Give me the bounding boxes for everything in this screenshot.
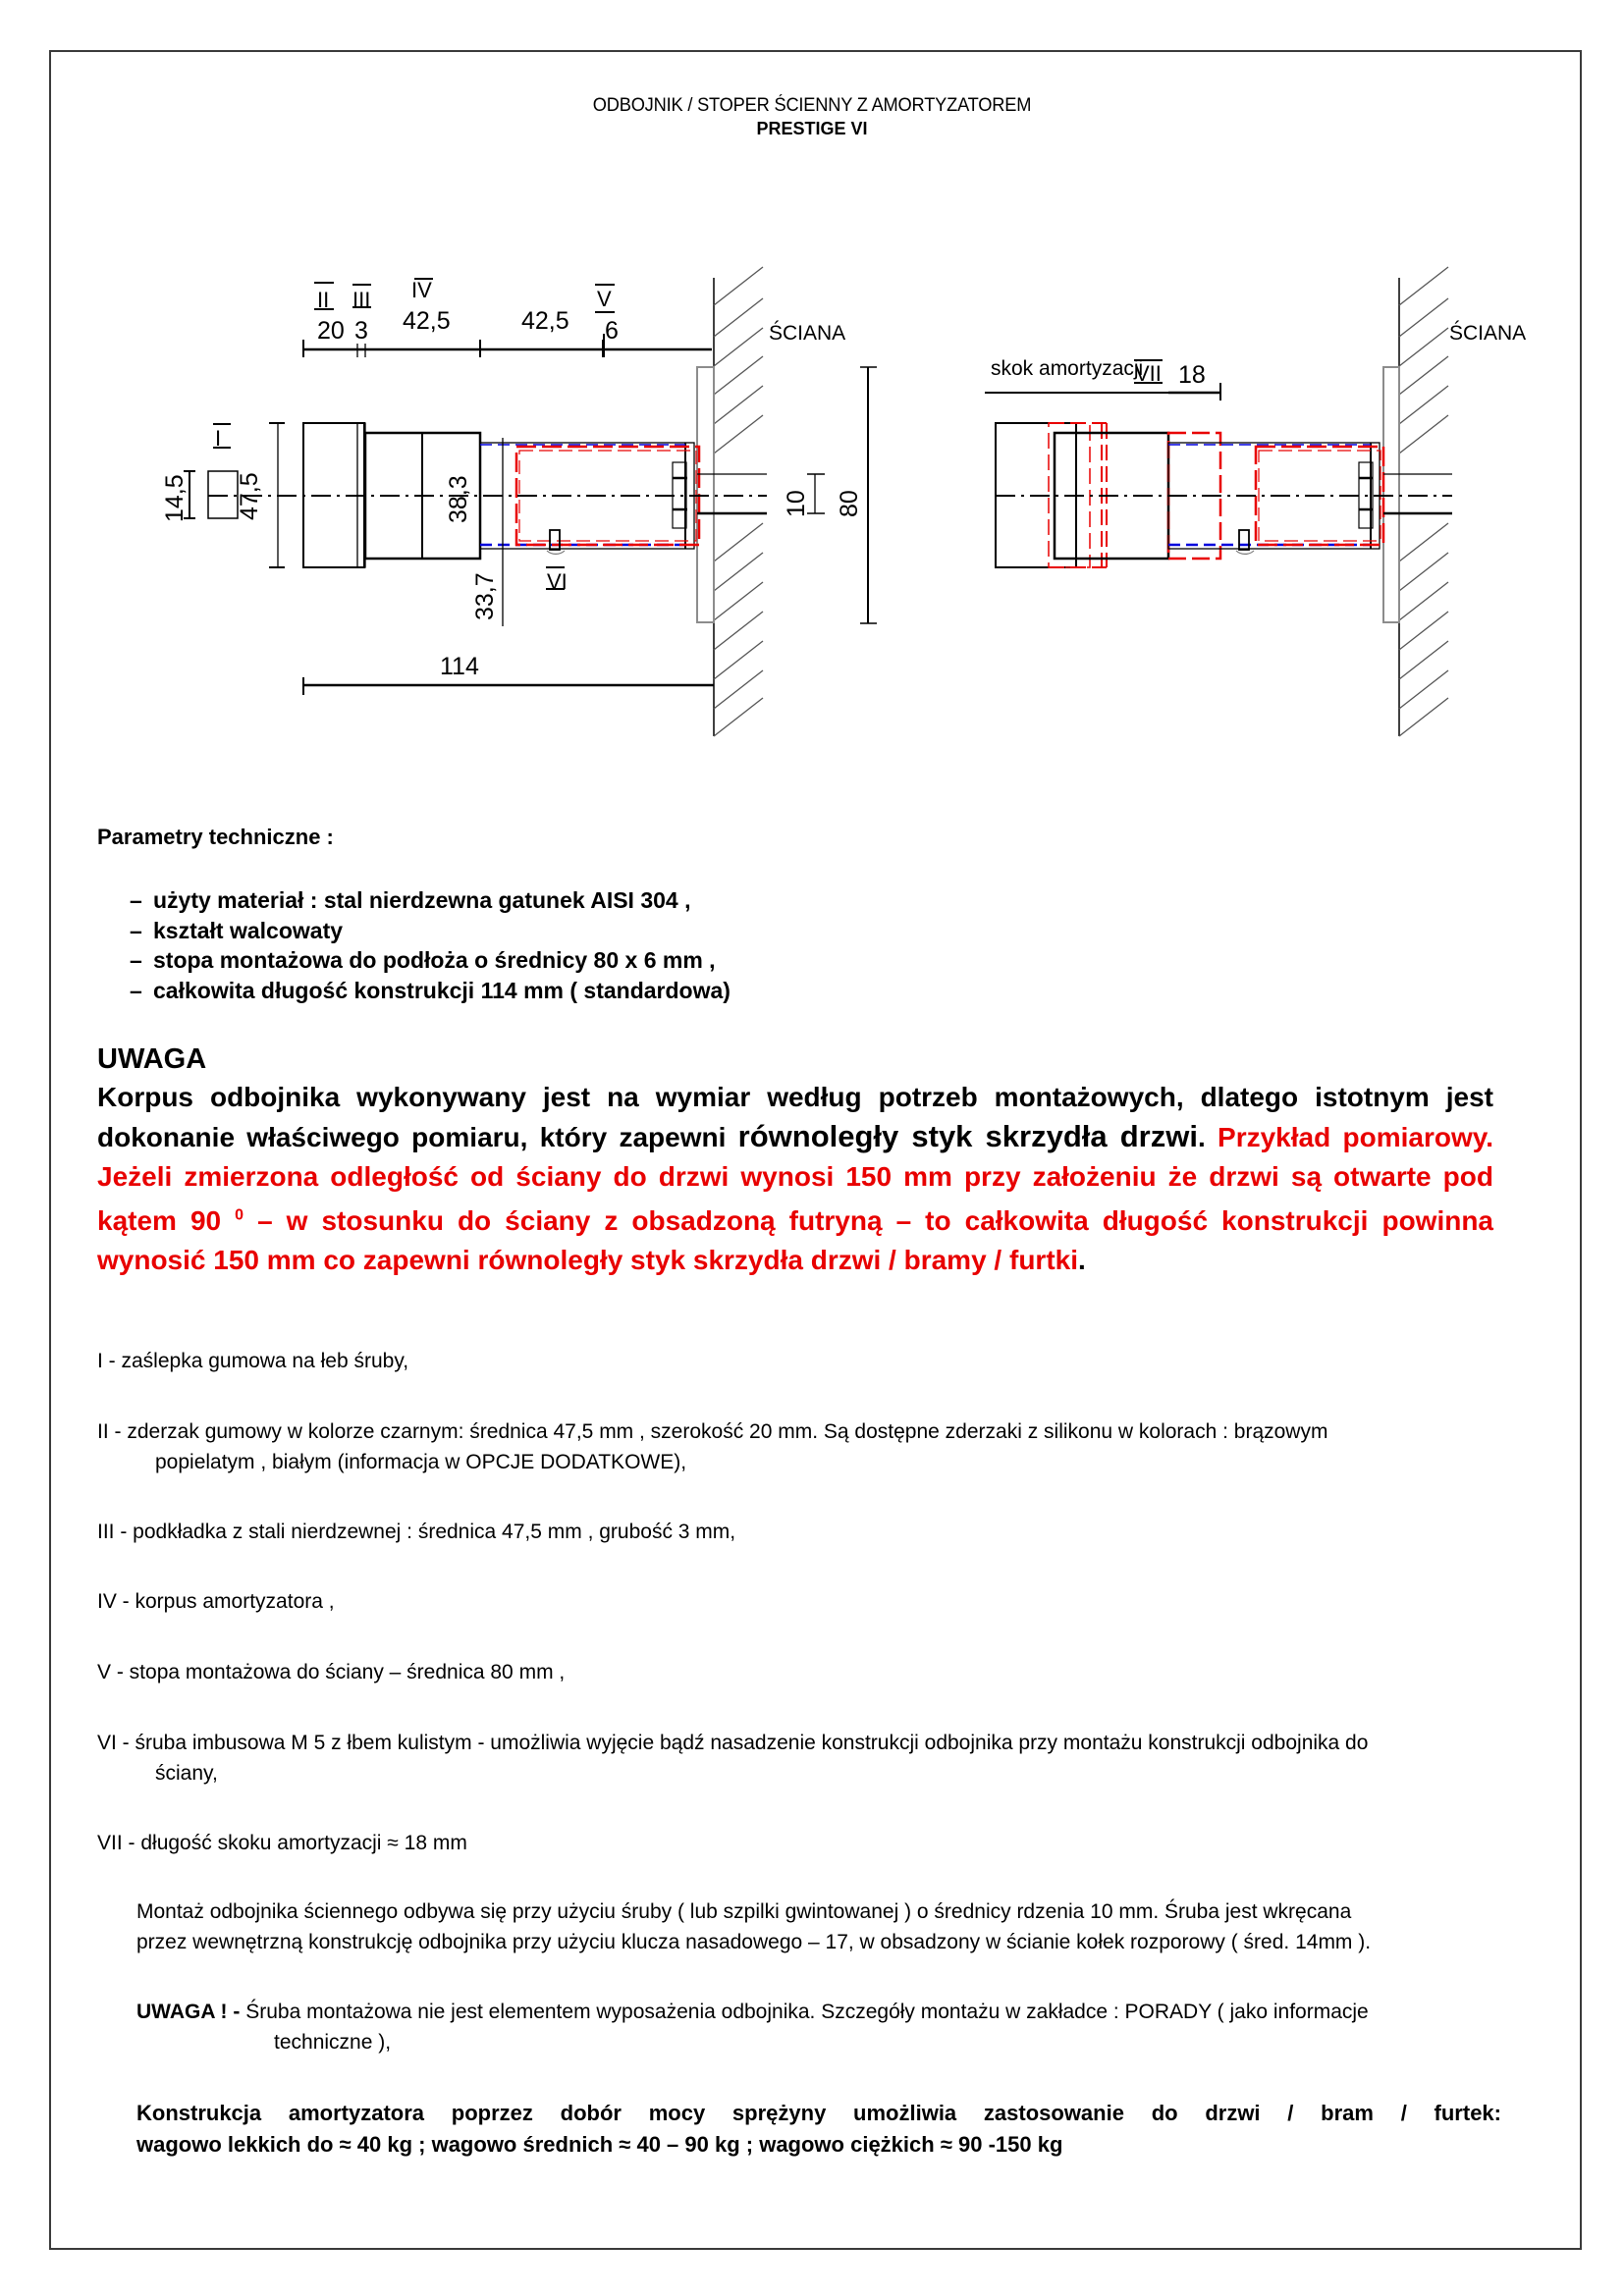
svg-text:VII: VII (1135, 361, 1162, 386)
dim-42-5-tube: 42,5 (521, 307, 569, 335)
svg-text:I: I (215, 426, 222, 451)
mounting-info: Montaż odbojnika ściennego odbywa się przy użyciu śruby ( lub szpilki gwintowanej ) o średnicy rdzenia 10 mm. Śruba jest wkręcana przez wewnętrzną konstrukcję odbojnika przy użyciu klucza nasadowego – 17, w obsadzony w ścianie kołek rozporowy ( śred. 14mm ). (136, 1900, 1372, 1953)
dim-114: 114 (440, 653, 479, 680)
legend-item-II: II - zderzak gumowy w kolorze czarnym: średnica 47,5 mm , szerokość 20 mm. Są dostępne zderzaki z silikonu w kolorach : brązowym popielatym , białym (informacja w OPCJE DODATKOWE), (97, 1420, 1328, 1473)
params-item: – użyty materiał : stal nierdzewna gatunek AISI 304 , (130, 887, 691, 913)
nut (673, 462, 686, 528)
dim-80: 80 (836, 490, 863, 517)
dim-42-5-body: 42,5 (403, 307, 451, 335)
dim-6: 6 (605, 317, 619, 345)
label-VII (1134, 360, 1163, 386)
uwaga-title: UWAGA (97, 1043, 207, 1075)
drawing-left (161, 267, 877, 736)
dim-14-5: 14,5 (161, 474, 189, 522)
screw-right (1239, 530, 1249, 550)
wall-label-right: ŚCIANA (1449, 322, 1527, 345)
label-V (595, 285, 615, 312)
wall-hatch (714, 267, 763, 736)
dim-33-7: 33,7 (471, 572, 499, 620)
label-IV (411, 278, 433, 302)
svg-text:V: V (597, 287, 612, 311)
svg-text:VI: VI (547, 569, 568, 594)
uwaga-body: Korpus odbojnika wykonywany jest na wymiar według potrzeb montażowych, dlatego istotnym jest dokonanie właściwego pomiaru, który zapewni równoległy styk skrzydła drzwi. Przykład pomiarowy. Jeżeli zmierzona odległość od ściany do drzwi wynosi 150 mm przy założeniu że drzwi są otwarte pod kątem 90 $^0$ – w stosunku do ściany z obsadzoną futryną – to całkowita długość konstrukcji powinna wynosić 150 mm co zapewni równoległy styk skrzydła drzwi / bramy / furtki. (97, 1082, 1494, 1276)
legend-item-V: V - stopa montażowa do ściany – średnica 80 mm , (97, 1661, 566, 1683)
label-II (314, 283, 334, 312)
stroke-label: skok amortyzacji (991, 357, 1144, 380)
params-item: – kształt walcowaty (130, 917, 344, 943)
wall-hatch-right (1399, 267, 1448, 736)
document-subtitle: PRESTIGE VI (756, 119, 868, 138)
dim-20: 20 (317, 317, 345, 345)
legend-item-VI: VI - śruba imbusowa M 5 z łbem kulistym - umożliwia wyjęcie bądź nasadzenie konstrukcji odbojnika przy montażu konstrukcji odbojnika do ściany, (97, 1732, 1369, 1785)
dim-47-5: 47,5 (236, 472, 263, 520)
svg-text:III: III (352, 288, 371, 312)
dim-3: 3 (354, 317, 368, 345)
label-III (352, 285, 371, 312)
label-VI (546, 567, 568, 594)
svg-text:II: II (317, 288, 330, 312)
params-item: – całkowita długość konstrukcji 114 mm ( standardowa) (130, 977, 731, 1003)
dim-38-3: 38,3 (445, 475, 472, 523)
label-I (213, 424, 231, 451)
construction-weights: Konstrukcja amortyzatora poprzez dobór mocy sprężyny umożliwia zastosowanie do drzwi / bram / furtek: wagowo lekkich do ≈ 40 kg ; wagowo średnich ≈ 40 – 90 kg ; wagowo ciężkich ≈ 90 -150 kg (136, 2101, 1501, 2157)
legend-item-VII: VII - długość skoku amortyzacji ≈ 18 mm (97, 1832, 467, 1854)
screw-part-VI (550, 530, 560, 550)
dim-10: 10 (783, 490, 810, 517)
dim-18: 18 (1178, 361, 1206, 389)
mounting-warning: UWAGA ! - Śruba montażowa nie jest elementem wyposażenia odbojnika. Szczegóły montażu w zakładce : PORADY ( jako informacje techniczne ), (136, 2001, 1369, 2054)
svg-text:IV: IV (411, 278, 432, 302)
measurement-example: Przykład pomiarowy. Jeżeli zmierzona odległość od ściany do drzwi wynosi 150 mm przy założeniu że drzwi są otwarte pod kątem 90 $^0$ – w stosunku do ściany z obsadzoną futryną – to całkowita długość konstrukcji powinna wynosić 150 mm co zapewni równoległy styk skrzydła drzwi / bramy / furtki (97, 1122, 1494, 1276)
legend-item-I: I - zaślepka gumowa na łeb śruby, (97, 1350, 409, 1372)
legend-item-III: III - podkładka z stali nierdzewnej : średnica 47,5 mm , grubość 3 mm, (97, 1521, 736, 1543)
params-list (130, 885, 731, 1005)
document-title: ODBOJNIK / STOPER ŚCIENNY Z AMORTYZATOREM (592, 95, 1032, 116)
params-heading: Parametry techniczne : (97, 825, 334, 849)
technical-drawing (0, 0, 1624, 766)
legend-item-IV: IV - korpus amortyzatora , (97, 1590, 335, 1613)
params-item: – stopa montażowa do podłoża o średnicy 80 x 6 mm , (130, 947, 716, 973)
wall-label: ŚCIANA (769, 322, 846, 345)
drawing-right (985, 267, 1526, 736)
